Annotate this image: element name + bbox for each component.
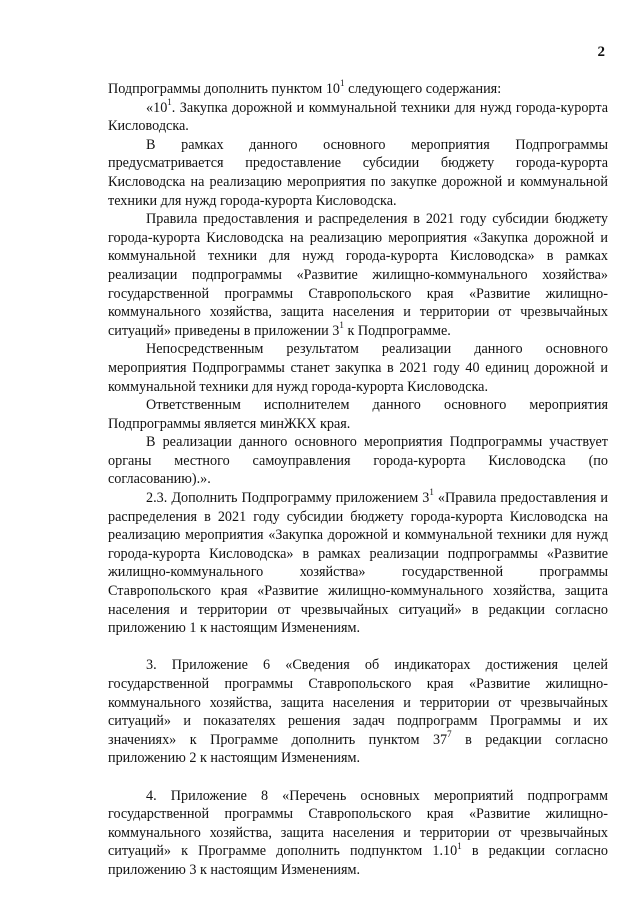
paragraph-rules-reference: Правила предоставления и распределения в 2021 году субсидии бюджету города-курорта Кисловодска на реализацию мероприятия «Закупка дорожной и коммунальной техники для нужд города-курорта Кисловодска» в рамках реализации подпрограммы «Развитие жилищно-коммунального хозяйства» государственной программы Ставропольского края «Развитие жилищно-коммунального хозяйства, защита населения и территории от чрезвычайных ситуаций» приведены в приложении $3^1$ к Подпрограмме.: [108, 211, 608, 339]
document-body: [108, 80, 608, 880]
paragraph-section-2-3: 2.3. Дополнить Подпрограмму приложением $3^1$ «Правила предоставления и распределения в 2021 году субсидии бюджету города-курорта Кисловодска на реализацию мероприятия «Закупка дорожной и коммунальной техники для нужд города-курорта Кисловодска» в рамках реализации подпрограммы «Развитие жилищно-коммунального хозяйства» государственной программы Ставропольского края «Развитие жилищно-коммунального хозяйства, защита населения и территории от чрезвычайных ситуаций» в редакции согласно приложению 1 к настоящим Изменениям.: [108, 487, 608, 637]
paragraph-subsidy-description: В рамках данного основного мероприятия Подпрограммы предусматривается предоставление субсидии бюджету города-курорта Кисловодска на реализацию мероприятия по закупке дорожной и коммунальной техники для нужд города-курорта Кисловодска.: [108, 136, 608, 209]
paragraph-section-4: 4. Приложение 8 «Перечень основных мероприятий подпрограмм государственной программы Ставропольского края «Развитие жилищно-коммунального хозяйства, защита населения и территории от чрезвычайных ситуаций» к Программе дополнить подпунктом 1.10$^1$ в редакции согласно приложению 3 к настоящим Изменениям.: [108, 787, 608, 878]
page-number: 2: [597, 44, 605, 60]
paragraph-section-3: 3. Приложение 6 «Сведения об индикаторах достижения целей государственной программы Ставропольского края «Развитие жилищно-коммунального хозяйства, защита населения и территории от чрезвычайных ситуаций» и показателях решения задач подпрограмм Программы и их значениях» к Программе дополнить пунктом $37^7$ в редакции согласно приложению 2 к настоящим Изменениям.: [108, 657, 608, 767]
paragraph-direct-result: Непосредственным результатом реализации данного основного мероприятия Подпрограммы станет закупка в 2021 году 40 единиц дорожной и коммунальной техники для нужд города-курорта Кисловодска.: [108, 341, 608, 395]
paragraph-item-heading: «$10^1$. Закупка дорожной и коммунальной техники для нужд города-курорта Кисловодска.: [108, 96, 608, 135]
paragraph-responsible-executor: Ответственным исполнителем данного основного мероприятия Подпрограммы является минЖКХ края.: [108, 397, 608, 432]
paragraph-intro: Подпрограммы дополнить пунктом $10^1$ следующего содержания:: [108, 78, 502, 97]
paragraph-participants: В реализации данного основного мероприятия Подпрограммы участвует органы местного самоуправления города-курорта Кисловодска (по согласованию).».: [108, 434, 608, 488]
